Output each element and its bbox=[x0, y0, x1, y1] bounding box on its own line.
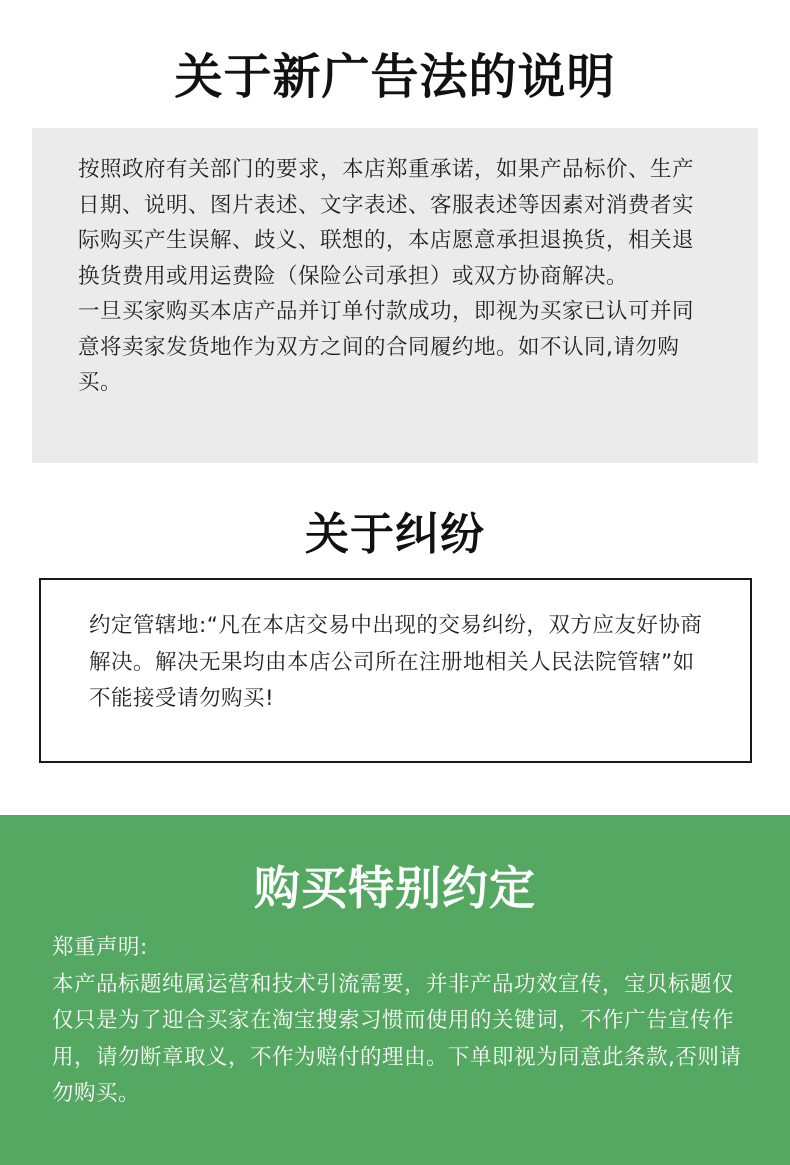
ad-law-paragraph-1: 按照政府有关部门的要求，本店郑重承诺，如果产品标价、生产日期、说明、图片表述、文字表述、客服表述等因素对消费者实际购买产生误解、歧义、联想的，本店愿意承担退换货，相关退换货费用或用运费险（保险公司承担）或双方协商解决。 bbox=[78, 157, 695, 289]
dispute-text: 约定管辖地:“凡在本店交易中出现的交易纠纷，双方应友好协商解决。解决无果均由本店公司所在注册地相关人民法院管辖”如不能接受请勿购买! bbox=[89, 613, 703, 711]
ad-law-paragraph-2: 一旦买家购买本店产品并订单付款成功，即视为买家已认可并同意将卖家发货地作为双方之间的合同履约地。如不认同,请勿购买。 bbox=[78, 299, 695, 395]
dispute-notice-box bbox=[39, 578, 752, 763]
special-agreement-heading: 郑重声明: bbox=[52, 935, 148, 960]
special-agreement-text: 本产品标题纯属运营和技术引流需要，并非产品功效宣传，宝贝标题仅仅只是为了迎合买家在淘宝搜索习惯而使用的关键词，不作广告宣传作用，请勿断章取义，不作为赔付的理由。下单即视为同意此条款,否则请勿购买。 bbox=[52, 971, 742, 1106]
special-agreement-section bbox=[0, 815, 790, 1165]
dispute-title: 关于纠纷 bbox=[305, 509, 485, 560]
special-agreement-content bbox=[52, 930, 742, 1113]
ad-law-notice-box bbox=[32, 128, 758, 463]
special-agreement-title: 购买特别约定 bbox=[254, 861, 536, 915]
ad-law-title: 关于新广告法的说明 bbox=[174, 49, 616, 105]
